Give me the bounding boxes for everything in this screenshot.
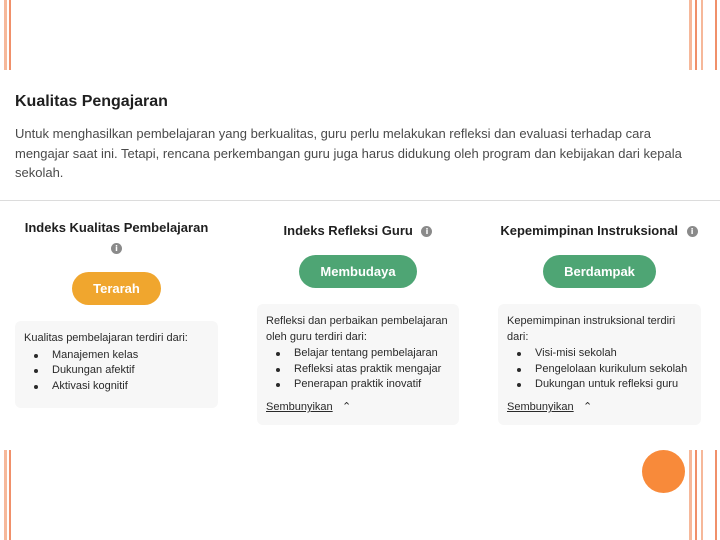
list-item: Pengelolaan kurikulum sekolah [507, 362, 692, 378]
decorative-stripe [9, 450, 11, 540]
decorative-stripe [701, 0, 703, 70]
decorative-stripe [689, 450, 692, 540]
list-item: Manajemen kelas [24, 348, 209, 364]
indicator-title-learning-quality: Indeks Kualitas Pembelajaran i [24, 220, 209, 254]
decorative-stripe [695, 450, 697, 540]
decorative-circle [642, 450, 685, 493]
list-item: Refleksi atas praktik mengajar [266, 362, 450, 378]
list-item: Visi-misi sekolah [507, 346, 692, 362]
list-item: Aktivasi kognitif [24, 379, 209, 395]
indicator-intro: Kualitas pembelajaran terdiri dari: [24, 332, 188, 344]
status-badge-learning-quality[interactable]: Terarah [72, 272, 161, 305]
indicator-title-teacher-reflection: Indeks Refleksi Guru i [257, 222, 459, 240]
decorative-stripe [689, 0, 692, 70]
hide-details-link[interactable]: Sembunyikan [507, 401, 574, 413]
status-badge-teacher-reflection[interactable]: Membudaya [299, 255, 417, 288]
decorative-stripe [4, 0, 7, 70]
info-icon[interactable]: i [421, 226, 432, 237]
divider [0, 200, 720, 201]
info-icon[interactable]: i [111, 243, 122, 254]
info-icon[interactable]: i [687, 226, 698, 237]
decorative-stripe [9, 0, 11, 70]
hide-details-link[interactable]: Sembunyikan [266, 401, 333, 413]
decorative-stripe [701, 450, 703, 540]
list-item: Dukungan afektif [24, 363, 209, 379]
list-item: Dukungan untuk refleksi guru [507, 377, 692, 393]
indicator-intro: Refleksi dan perbaikan pembelajaran oleh guru terdiri dari: [266, 315, 448, 343]
decorative-stripe [4, 450, 7, 540]
indicator-title-instructional-leadership: Kepemimpinan Instruksional i [494, 222, 704, 240]
decorative-stripe [715, 0, 717, 70]
section-description: Untuk menghasilkan pembelajaran yang berkualitas, guru perlu melakukan refleksi dan evaluasi terhadap cara mengajar saat ini. Tetapi, rencana perkembangan guru juga harus didukung oleh program dan kebijakan dari kepala sekolah. [15, 126, 682, 180]
list-item: Belajar tentang pembelajaran [266, 346, 450, 362]
section-title: Kualitas Pengajaran [15, 93, 168, 110]
indicator-intro: Kepemimpinan instruksional terdiri dari: [507, 315, 676, 343]
status-badge-instructional-leadership[interactable]: Berdampak [543, 255, 656, 288]
chevron-up-icon[interactable]: ⌃ [342, 400, 352, 413]
decorative-stripe [695, 0, 697, 70]
list-item: Penerapan praktik inovatif [266, 377, 450, 393]
decorative-stripe [715, 450, 717, 540]
indicator-detail-learning-quality [15, 321, 218, 408]
chevron-up-icon[interactable]: ⌃ [583, 400, 593, 413]
